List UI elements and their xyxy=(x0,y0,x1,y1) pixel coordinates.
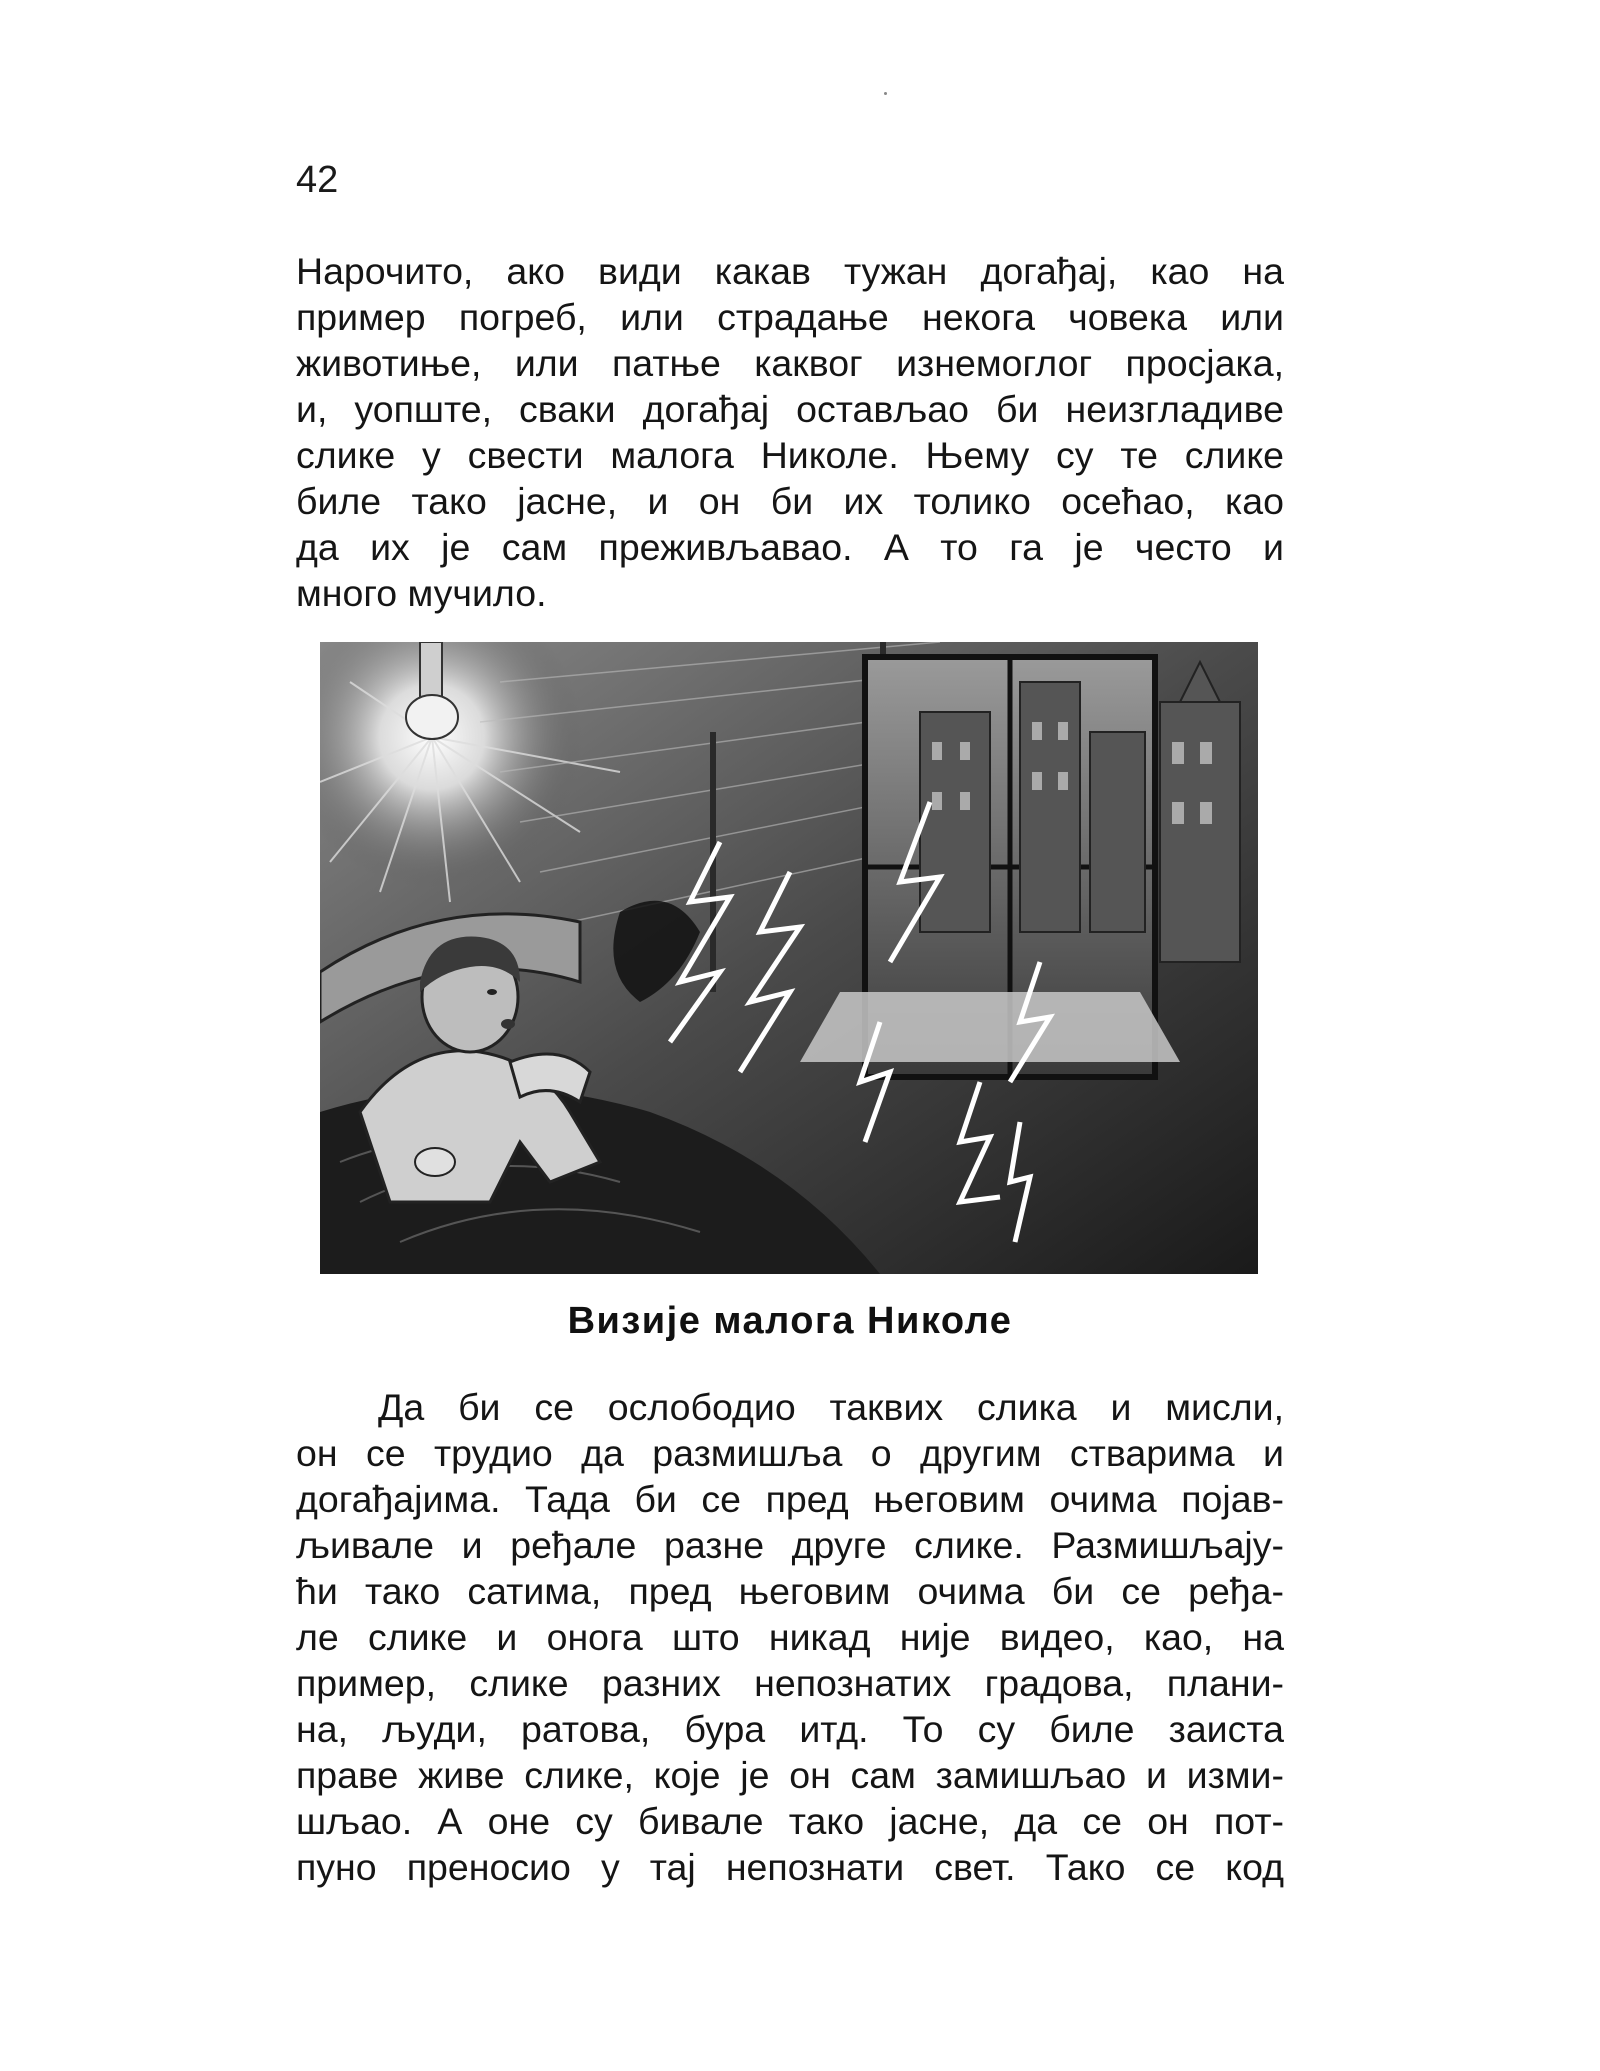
paragraph-line: шљао. А оне су бивале тако јасне, да се он пот- xyxy=(296,1800,1284,1842)
paragraph-line: много мучило. xyxy=(296,572,547,614)
paragraph-line: догађајима. Тада би се пред његовим очима појав- xyxy=(296,1478,1284,1520)
paragraph-line: ле слике и онога што никад није видео, као, на xyxy=(296,1616,1284,1658)
paragraph-line: ћи тако сатима, пред његовим очима би се ређа- xyxy=(296,1570,1284,1612)
paragraph-line: да их је сам преживљавао. А то га је често и xyxy=(296,526,1284,568)
lamp-cord xyxy=(420,642,442,697)
window-sill xyxy=(800,992,1180,1062)
lamp-bulb xyxy=(406,695,458,739)
paragraph-line: пример погреб, или страдање некога човека или xyxy=(296,296,1284,338)
page-number: 42 xyxy=(296,159,339,201)
paragraph-line: животиње, или патње каквог изнемоглог просјака, xyxy=(296,342,1284,384)
paper-speck xyxy=(884,92,887,95)
paragraph-line: он се трудио да размишља о другим стварима и xyxy=(296,1432,1284,1474)
paragraph-line: Да би се ослободио таквих слика и мисли, xyxy=(378,1386,1284,1428)
paragraph-line: Нарочито, ако види какав тужан догађај, као на xyxy=(296,250,1284,292)
illustration-caption: Визије малога Николе xyxy=(567,1300,1013,1342)
paragraph-line: праве живе слике, које је он сам замишљао и изми- xyxy=(296,1754,1284,1796)
paragraph-line: пуно преносио у тај непознати свет. Тако се код xyxy=(296,1846,1284,1888)
paragraph-line: љивале и ређале разне друге слике. Размишљају- xyxy=(296,1524,1284,1566)
bottom-paragraph xyxy=(296,1384,1284,1890)
illustration-drawing xyxy=(320,642,1258,1274)
paragraph-line: биле тако јасне, и он би их толико осећао, као xyxy=(296,480,1284,522)
paragraph-line: слике у свести малога Николе. Њему су те слике xyxy=(296,434,1284,476)
paragraph-line: пример, слике разних непознатих градова, плани- xyxy=(296,1662,1284,1704)
paragraph-line: на, људи, ратова, бура итд. То су биле заиста xyxy=(296,1708,1284,1750)
paragraph-line: и, уопште, сваки догађај остављао би неизгладиве xyxy=(296,388,1284,430)
illustration-visions xyxy=(320,642,1258,1274)
top-paragraph xyxy=(296,248,1284,616)
